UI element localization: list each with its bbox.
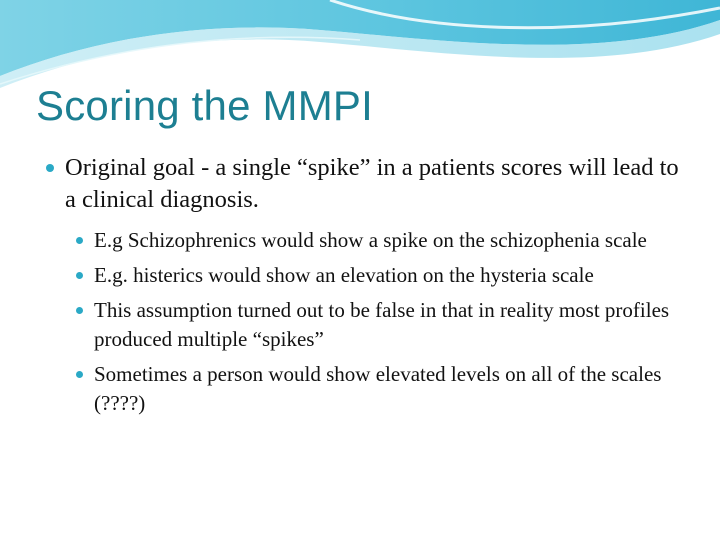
sub-bullet-text: E.g Schizophrenics would show a spike on the schizophenia scale: [94, 228, 647, 252]
bullet-list: [44, 152, 694, 424]
sub-bullet-text: Sometimes a person would show elevated levels on all of the scales (????): [94, 362, 662, 415]
bullet-dot-icon: [46, 164, 54, 172]
sub-bullet-item: [74, 296, 694, 354]
bullet-dot-icon: [76, 371, 83, 378]
bullet-dot-icon: [76, 237, 83, 244]
bullet-text: Original goal - a single “spike” in a patients scores will lead to a clinical diagnosis.: [65, 154, 679, 213]
slide-title: Scoring the MMPI: [36, 82, 373, 129]
sub-bullet-item: [74, 360, 694, 418]
sub-bullet-text: E.g. histerics would show an elevation on the hysteria scale: [94, 263, 594, 287]
sub-bullet-item: [74, 226, 694, 255]
sub-bullet-text: This assumption turned out to be false in that in reality most profiles produced multiple “spikes”: [94, 298, 670, 351]
bullet-dot-icon: [76, 307, 83, 314]
bullet-dot-icon: [76, 272, 83, 279]
bullet-item: [44, 152, 694, 216]
sub-bullet-item: [74, 261, 694, 290]
